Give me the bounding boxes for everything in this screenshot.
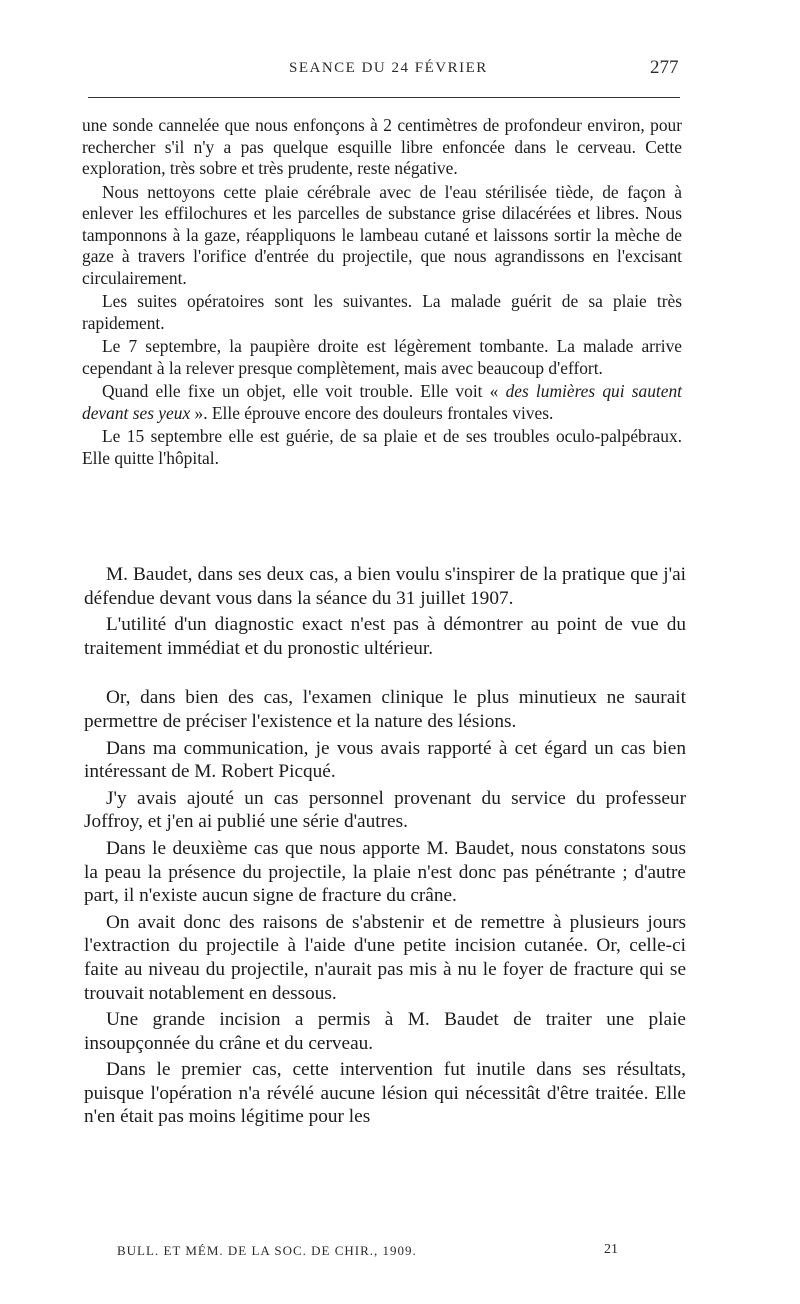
main-paragraph-8: Une grande incision a permis à M. Baudet de traiter une plaie insoupçonnée du crâne et du cerveau. [84, 1009, 686, 1054]
quoted-paragraph-3: Les suites opératoires sont les suivantes. La malade guérit de sa plaie très rapidement. [82, 291, 682, 333]
header-rule [88, 97, 680, 98]
footer-signature: 21 [604, 1242, 618, 1257]
main-paragraph-9: Dans le premier cas, cette intervention fut inutile dans ses résultats, puisque l'opération n'a révélé aucune lésion qui nécessitât d'être traitée. Elle n'en était pas moins légitime pour les [84, 1059, 686, 1128]
quoted-paragraph-1: une sonde cannelée que nous enfonçons à 2 centimètres de profondeur environ, pour rechercher s'il n'y a pas quelque esquille libre enfoncée dans le cerveau. Cette exploration, très sobre et très prudente, reste négative. [82, 115, 682, 178]
main-paragraph-2: L'utilité d'un diagnostic exact n'est pas à démontrer au point de vue du traitement immédiat et du pronostic ultérieur. [84, 614, 686, 659]
running-title: SEANCE DU 24 FÉVRIER [289, 60, 488, 76]
page-number: 277 [650, 57, 679, 78]
main-paragraph-3: Or, dans bien des cas, l'examen clinique le plus minutieux ne saurait permettre de préciser l'existence et la nature des lésions. [84, 687, 686, 732]
main-paragraph-1: M. Baudet, dans ses deux cas, a bien voulu s'inspirer de la pratique que j'ai défendue devant vous dans la séance du 31 juillet 1907. [84, 564, 686, 609]
quoted-paragraph-4: Le 7 septembre, la paupière droite est légèrement tombante. La malade arrive cependant à la relever presque complètement, mais avec beaucoup d'effort. [82, 336, 682, 378]
quoted-paragraph-5-start: Quand elle fixe un objet, elle voit trouble. Elle voit « [102, 381, 506, 401]
quoted-observation [82, 115, 682, 471]
main-text [84, 563, 686, 1132]
quoted-paragraph-5-end: ». Elle éprouve encore des douleurs frontales vives. [190, 402, 554, 423]
quoted-paragraph-6: Le 15 septembre elle est guérie, de sa plaie et de ses troubles oculo-palpébraux. Elle quitte l'hôpital. [82, 426, 682, 468]
quoted-paragraph-5 [82, 381, 682, 424]
quoted-paragraph-5-italic: des lumières qui sautent devant ses yeux [82, 381, 682, 423]
main-paragraph-7: On avait donc des raisons de s'abstenir et de remettre à plusieurs jours l'extraction du projectile à l'aide d'une petite incision cutanée. Or, celle-ci faite au niveau du projectile, n'aurait pas mis à nu le foyer de fracture qui se trouvait notablement en dessous. [84, 911, 686, 1004]
footer-journal: BULL. ET MÉM. DE LA SOC. DE CHIR., 1909. [117, 1243, 417, 1258]
quoted-paragraph-2: Nous nettoyons cette plaie cérébrale avec de l'eau stérilisée tiède, de façon à enlever les effilochures et les parcelles de substance grise dilacérées et libres. Nous tamponnons à la gaze, réappliquons le lambeau cutané et laissons sortir la mèche de gaze à travers l'orifice d'entrée du projectile, que nous agrandissons en l'excisant circulairement. [82, 181, 682, 288]
main-paragraph-6: Dans le deuxième cas que nous apporte M. Baudet, nous constatons sous la peau la présence du projectile, la plaie n'est donc pas pénétrante ; d'autre part, il n'existe aucun signe de fracture du crâne. [84, 837, 686, 907]
main-paragraph-4: Dans ma communication, je vous avais rapporté à cet égard un cas bien intéressant de M. Robert Picqué. [84, 737, 686, 783]
main-paragraph-5: J'y avais ajouté un cas personnel provenant du service du professeur Joffroy, et j'en ai publié une série d'autres. [84, 787, 686, 833]
